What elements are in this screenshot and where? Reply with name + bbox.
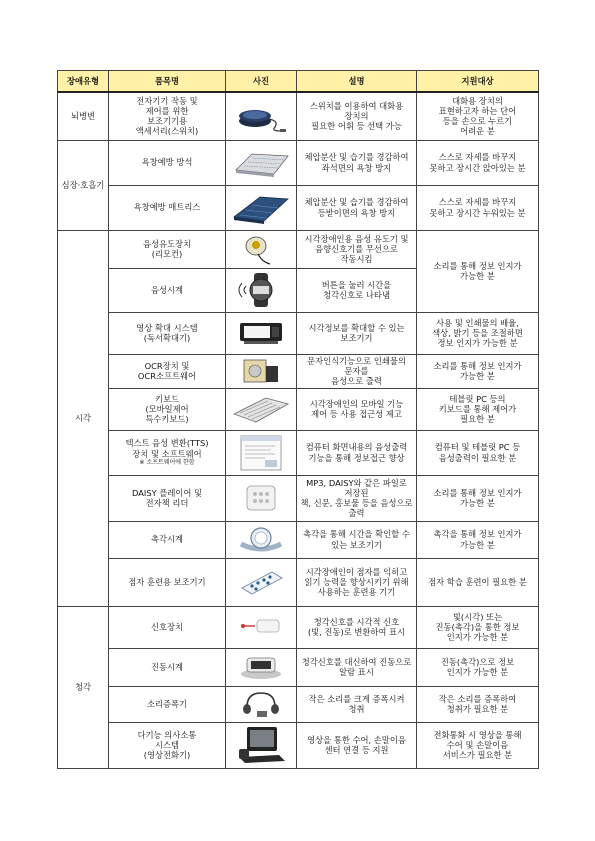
item-name: 소리증폭기 (109, 686, 226, 722)
item-description: 작은 소리를 크게 증폭시켜 청취 (297, 686, 417, 722)
item-name: DAISY 플레이어 및 전자책 리더 (109, 475, 226, 521)
item-description: 시각장애인이 점자를 익히고 읽기 능력을 향상시키기 위해 사용하는 훈련용 기기 (297, 558, 417, 606)
item-name: 전자기기 작동 및 제어를 위한 보조기기용 액세서리(스위치) (109, 92, 226, 140)
item-description: 시각장애인의 모바일 기능 제어 등 사용 접근성 제고 (297, 388, 417, 430)
item-description: 영상을 통한 수어, 손말이음 센터 연결 등 지원 (297, 722, 417, 768)
item-description: 체압분산 및 습기를 경감하여 등받이면의 욕창 방지 (297, 185, 417, 230)
item-target: 스스로 자세를 바꾸지 못하고 장시간 누워있는 분 (417, 185, 539, 230)
table-row (58, 430, 539, 475)
item-name: 음성시계 (109, 268, 226, 312)
table-row (58, 185, 539, 230)
item-target-merged: 소리를 통해 정보 인지가 가능한 분 (417, 230, 539, 312)
braille-trainer-icon (234, 564, 288, 600)
item-photo (226, 722, 297, 768)
item-target: 진동(촉각)으로 정보 인지가 가능한 분 (417, 648, 539, 686)
switch-icon (231, 97, 291, 135)
tts-screen-icon (235, 434, 287, 472)
header-target: 지원대상 (417, 71, 539, 93)
item-target: 작은 소리를 증폭하여 청취가 필요한 분 (417, 686, 539, 722)
item-photo (226, 312, 297, 354)
item-description: MP3, DAISY와 같은 파일로 저장된 책, 신문, 홍보물 등을 음성으로 출력 (297, 475, 417, 521)
item-target: 테블릿 PC 등의 키보드를 통해 제어가 필요한 분 (417, 388, 539, 430)
vibration-clock-icon (235, 652, 287, 682)
table-header-row (58, 71, 539, 93)
daisy-player-icon (235, 480, 287, 516)
item-name: 신호장치 (109, 606, 226, 648)
table-row (58, 230, 539, 268)
item-photo (226, 521, 297, 558)
item-target: 소리를 통해 정보 인지가 가능한 분 (417, 354, 539, 388)
item-description: 문자인식기능으로 인쇄물의 문자를 음성으로 출력 (297, 354, 417, 388)
item-photo (226, 92, 297, 140)
item-target: 컴퓨터 및 테블릿 PC 등 음성출력이 필요한 분 (417, 430, 539, 475)
item-name: OCR장치 및 OCR소프트웨어 (109, 354, 226, 388)
item-target: 사용 및 인쇄물의 배율, 색상, 밝기 등을 조절하면 정보 인지가 가능한 분 (417, 312, 539, 354)
item-target: 촉각을 통해 정보 인지가 가능한 분 (417, 521, 539, 558)
item-name: 텍스트 음성 변환(TTS) 장치 및 소프트웨어 ※ 소프트웨어에 한함 (109, 430, 226, 475)
header-description: 설명 (297, 71, 417, 93)
item-name: 욕창예방 방석 (109, 140, 226, 185)
item-target: 빛(시각) 또는 진동(촉각)을 통한 정보 인지가 가능한 분 (417, 606, 539, 648)
item-target: 전화통화 시 영상을 통해 수어 및 손말이음 서비스가 필요한 분 (417, 722, 539, 768)
item-photo (226, 606, 297, 648)
mattress-icon (230, 191, 292, 225)
item-target: 점자 학습 훈련이 필요한 분 (417, 558, 539, 606)
item-description: 스위치를 이용하여 대화용 장치의 필요한 어휘 등 선택 가능 (297, 92, 417, 140)
item-target: 대화용 장치의 표현하고자 하는 단어 등을 손으로 누르기 어려운 분 (417, 92, 539, 140)
item-photo (226, 430, 297, 475)
table-row (58, 312, 539, 354)
table-row (58, 521, 539, 558)
category-brain: 뇌병변 (58, 92, 109, 140)
talking-watch-icon (236, 272, 286, 308)
item-description: 시각장애인용 음성 유도기 및 음향신호기를 무선으로 작동시킴 (297, 230, 417, 268)
item-photo (226, 475, 297, 521)
item-photo (226, 185, 297, 230)
table-row (58, 606, 539, 648)
item-photo (226, 388, 297, 430)
keyboard-icon (230, 392, 292, 426)
table-row (58, 92, 539, 140)
item-description: 체압분산 및 습기를 경감하여 좌석면의 욕창 방지 (297, 140, 417, 185)
remote-icon (236, 232, 286, 266)
item-name: 음성유도장치 (리모컨) (109, 230, 226, 268)
item-photo (226, 230, 297, 268)
magnifier-icon (234, 317, 288, 349)
item-description: 청각신호를 대신하여 진동으로 알람 표시 (297, 648, 417, 686)
item-description: 컴퓨터 화면내용의 음성출력 기능을 통해 정보접근 향상 (297, 430, 417, 475)
item-name: 욕창예방 매트리스 (109, 185, 226, 230)
table-row (58, 686, 539, 722)
header-item-name: 품목명 (109, 71, 226, 93)
amplifier-icon (235, 689, 287, 719)
item-photo (226, 140, 297, 185)
item-description: 청각신호를 시각적 신호 (빛, 진동)로 변환하여 표시 (297, 606, 417, 648)
signal-device-icon (235, 612, 287, 642)
table-row (58, 140, 539, 185)
item-target: 스스로 자세를 바꾸지 못하고 장시간 앉아있는 분 (417, 140, 539, 185)
category-cardio: 심장·호흡기 (58, 140, 109, 230)
item-photo (226, 686, 297, 722)
table-row (58, 722, 539, 768)
item-name: 촉각시계 (109, 521, 226, 558)
video-phone-icon (233, 725, 289, 765)
category-hearing: 청각 (58, 606, 109, 768)
ocr-icon (236, 356, 286, 386)
table-row (58, 475, 539, 521)
table-row (58, 558, 539, 606)
table-row (58, 354, 539, 388)
item-target: 소리를 통해 정보 인지가 가능한 분 (417, 475, 539, 521)
item-name: 점자 훈련용 보조기기 (109, 558, 226, 606)
table-row (58, 388, 539, 430)
item-description: 버튼을 눌러 시간을 청각신호로 나타냄 (297, 268, 417, 312)
item-name: 다기능 의사소통 시스템 (영상전화기) (109, 722, 226, 768)
item-photo (226, 648, 297, 686)
item-photo (226, 558, 297, 606)
item-photo (226, 268, 297, 312)
assistive-device-table (57, 70, 539, 769)
cushion-icon (230, 146, 292, 180)
table-row (58, 648, 539, 686)
item-name: 영상 확대 시스템 (독서확대기) (109, 312, 226, 354)
tactile-watch-icon (235, 524, 287, 556)
item-photo (226, 354, 297, 388)
header-photo: 사진 (226, 71, 297, 93)
item-name: 진동시계 (109, 648, 226, 686)
header-disability-type: 장애유형 (58, 71, 109, 93)
item-name: 키보드 (모바일제어 특수키보드) (109, 388, 226, 430)
category-vision: 시각 (58, 230, 109, 606)
item-description: 시각정보를 확대할 수 있는 보조기기 (297, 312, 417, 354)
item-description: 촉각을 통해 시간을 확인할 수 있는 보조기기 (297, 521, 417, 558)
